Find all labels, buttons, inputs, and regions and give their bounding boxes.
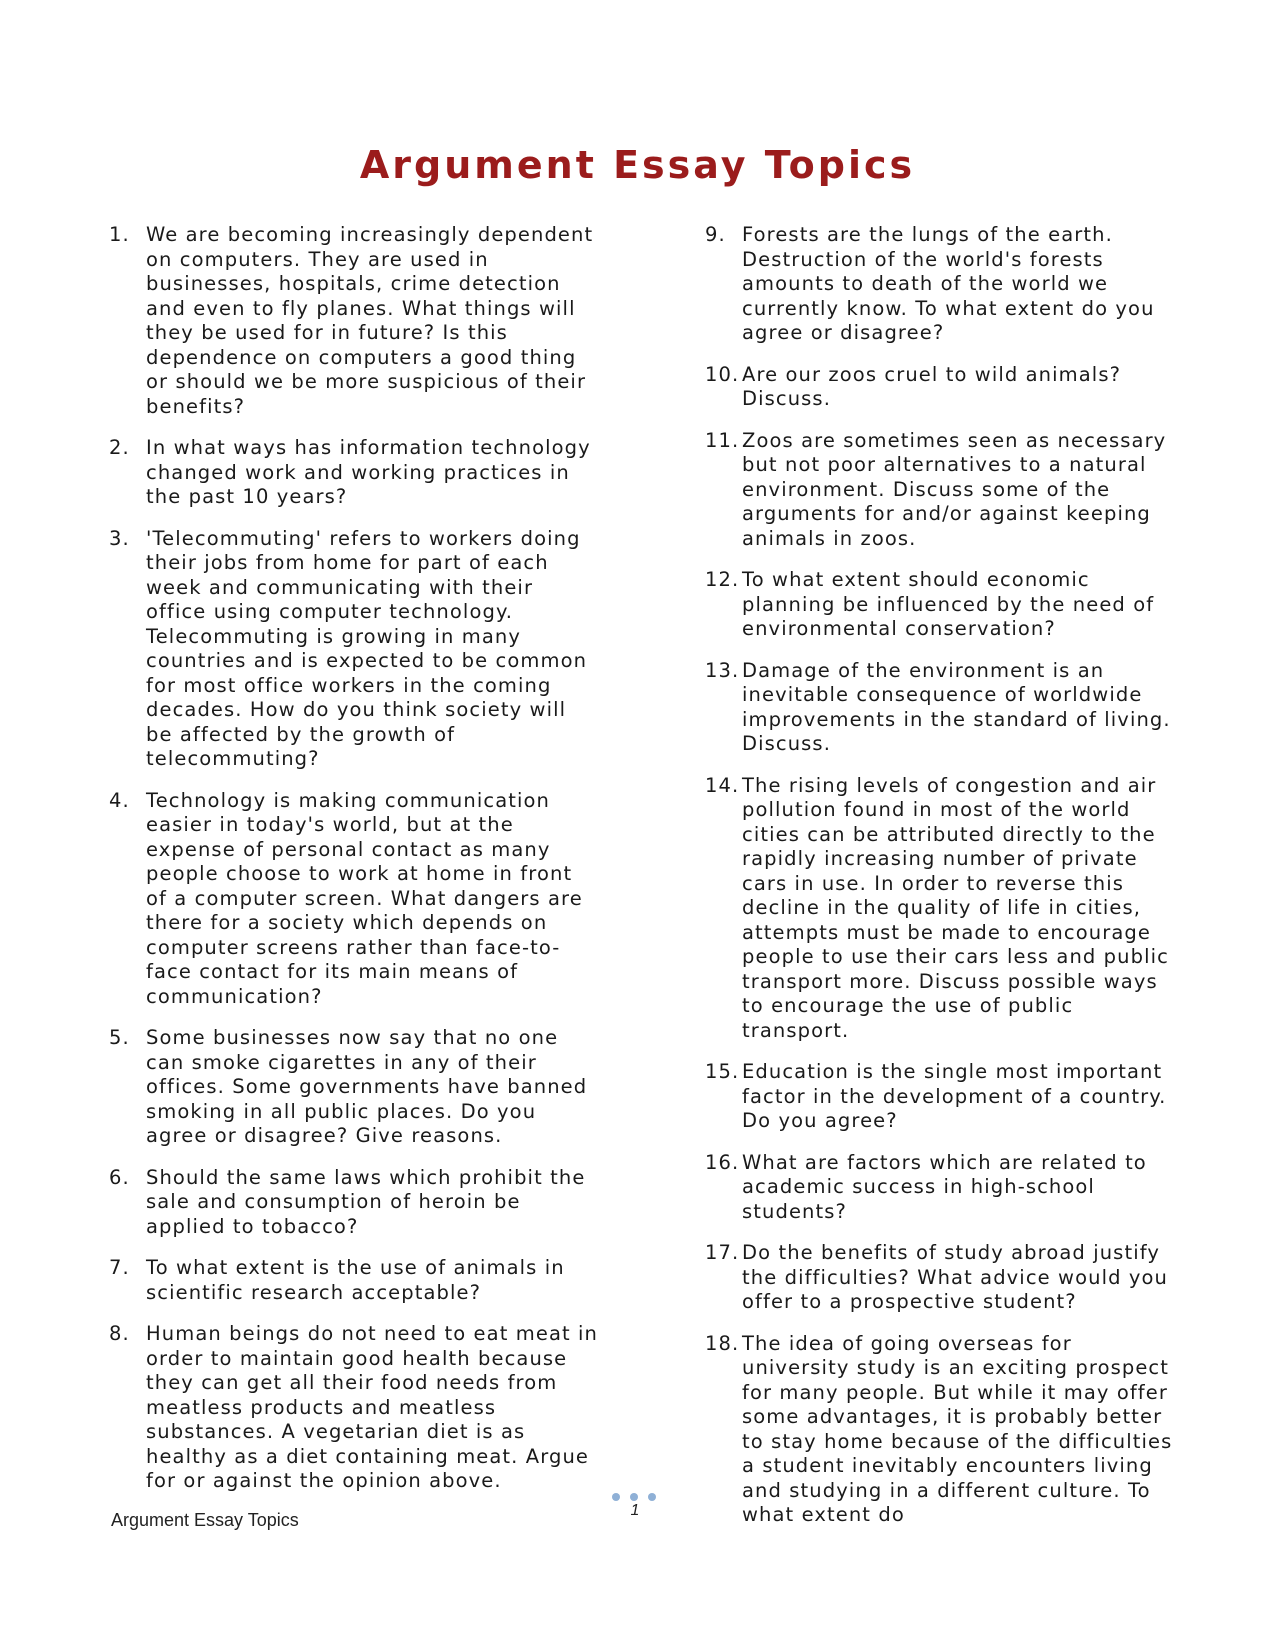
topic-number: 9.: [705, 223, 726, 246]
topic-item: [705, 568, 1185, 642]
topic-number: 16.: [705, 1150, 740, 1174]
topic-number: 15.: [705, 1060, 740, 1083]
topic-item: [705, 363, 1185, 412]
topic-text: Human beings do not need to eat meat in order to maintain good health because they can get all their food needs from meatless products and meatless substances. A vegetarian diet is as healthy as a diet containing meat. Argue for or against the opinion above.: [146, 1322, 599, 1492]
topic-text: Education is the single most important factor in the development of a country. Do you agree?: [742, 1060, 1167, 1132]
topic-item: [705, 1151, 1185, 1225]
topic-text: Some businesses now say that no one can smoke cigarettes in any of their offices. Some governments have banned smoking in all public places. Do you agree or disagree? Give reasons.: [146, 1026, 588, 1147]
topic-number: 17.: [705, 1241, 740, 1264]
dot-icon: [612, 1493, 620, 1501]
topic-number: 10.: [705, 362, 740, 386]
topic-text: We are becoming increasingly dependent on computers. They are used in businesses, hospitals, crime detection and even to fly planes. What things will they be used for in future? Is this dependence on computers a good thing or should we be more suspicious of their benefits?: [146, 223, 594, 418]
topic-text: What are factors which are related to academic success in high-school students?: [742, 1150, 1147, 1223]
topic-number: 18.: [705, 1331, 740, 1355]
topic-item: [109, 1322, 599, 1494]
topic-item: [109, 1256, 599, 1305]
topic-number: 4.: [109, 788, 130, 812]
page-dots-ornament: [612, 1493, 656, 1501]
topic-number: 13.: [705, 658, 740, 682]
topic-number: 12.: [705, 568, 740, 591]
topic-text: To what extent is the use of animals in scientific research acceptable?: [146, 1256, 565, 1304]
topic-text: Do the benefits of study abroad justify the difficulties? What advice would you offer to a prospective student?: [742, 1241, 1169, 1313]
topic-number: 1.: [109, 223, 130, 246]
topic-number: 3.: [109, 526, 130, 550]
topic-item: [109, 789, 599, 1010]
topic-item: [705, 223, 1185, 346]
topic-text: Damage of the environment is an inevitable consequence of worldwide improvements in the standard of living. Discuss.: [742, 658, 1171, 755]
topic-list-left: [109, 223, 599, 1511]
dot-icon: [648, 1493, 656, 1501]
topic-text: Are our zoos cruel to wild animals? Discuss.: [742, 362, 1122, 410]
topic-text: Technology is making communication easier in today's world, but at the expense of personal contact as many people choose to work at home in front of a computer screen. What dangers are there for a society which depends on computer screens rather than face-to-face contact for its main means of communication?: [146, 788, 583, 1008]
topic-item: [705, 1241, 1185, 1315]
topic-number: 5.: [109, 1026, 130, 1049]
topic-item: [109, 436, 599, 510]
topic-item: [705, 1060, 1185, 1134]
topic-item: [705, 774, 1185, 1044]
topic-list-right: [705, 223, 1185, 1545]
page-number: 1: [630, 1502, 640, 1519]
topic-number: 2.: [109, 436, 130, 459]
footer-label: Argument Essay Topics: [111, 1510, 299, 1530]
topic-number: 6.: [109, 1165, 130, 1189]
topic-text: Zoos are sometimes seen as necessary but not poor alternatives to a natural environment. Discuss some of the arguments for and/or against keeping animals in zoos.: [742, 428, 1167, 550]
topic-number: 8.: [109, 1322, 130, 1345]
topic-number: 14.: [705, 773, 740, 797]
topic-item: [109, 1166, 599, 1240]
dot-icon: [630, 1493, 638, 1501]
topic-text: In what ways has information technology changed work and working practices in the past 10 years?: [146, 436, 591, 508]
topic-text: To what extent should economic planning be influenced by the need of environmental conservation?: [742, 568, 1155, 640]
topic-item: [109, 1026, 599, 1149]
topic-text: Should the same laws which prohibit the sale and consumption of heroin be applied to tobacco?: [146, 1165, 586, 1238]
topic-text: The idea of going overseas for university study is an exciting prospect for many people. But while it may offer some advantages, it is probably better to stay home because of the difficulties a student inevitably encounters living and studying in a different culture. To what extent do: [742, 1331, 1173, 1526]
topic-text: 'Telecommuting' refers to workers doing their jobs from home for part of each week and communicating with their office using computer technology. Telecommuting is growing in many countries and is expected to be common for most office workers in the coming decades. How do you think society will be affected by the growth of telecommuting?: [146, 526, 588, 770]
topic-number: 7.: [109, 1256, 130, 1279]
topic-text: Forests are the lungs of the earth. Destruction of the world's forests amounts to death of the world we currently know. To what extent do you agree or disagree?: [742, 223, 1155, 344]
topic-item: [109, 223, 599, 419]
page-title: Argument Essay Topics: [359, 143, 916, 187]
topic-item: [705, 1332, 1185, 1528]
topic-item: [705, 659, 1185, 757]
topic-item: [705, 429, 1185, 552]
topic-number: 11.: [705, 428, 740, 452]
topic-text: The rising levels of congestion and air pollution found in most of the world cities can be attributed directly to the rapidly increasing number of private cars in use. In order to reverse this decline in the quality of life in cities, attempts must be made to encourage people to use their cars less and public transport more. Discuss possible ways to encourage the use of public transport.: [742, 773, 1169, 1042]
topic-item: [109, 527, 599, 772]
